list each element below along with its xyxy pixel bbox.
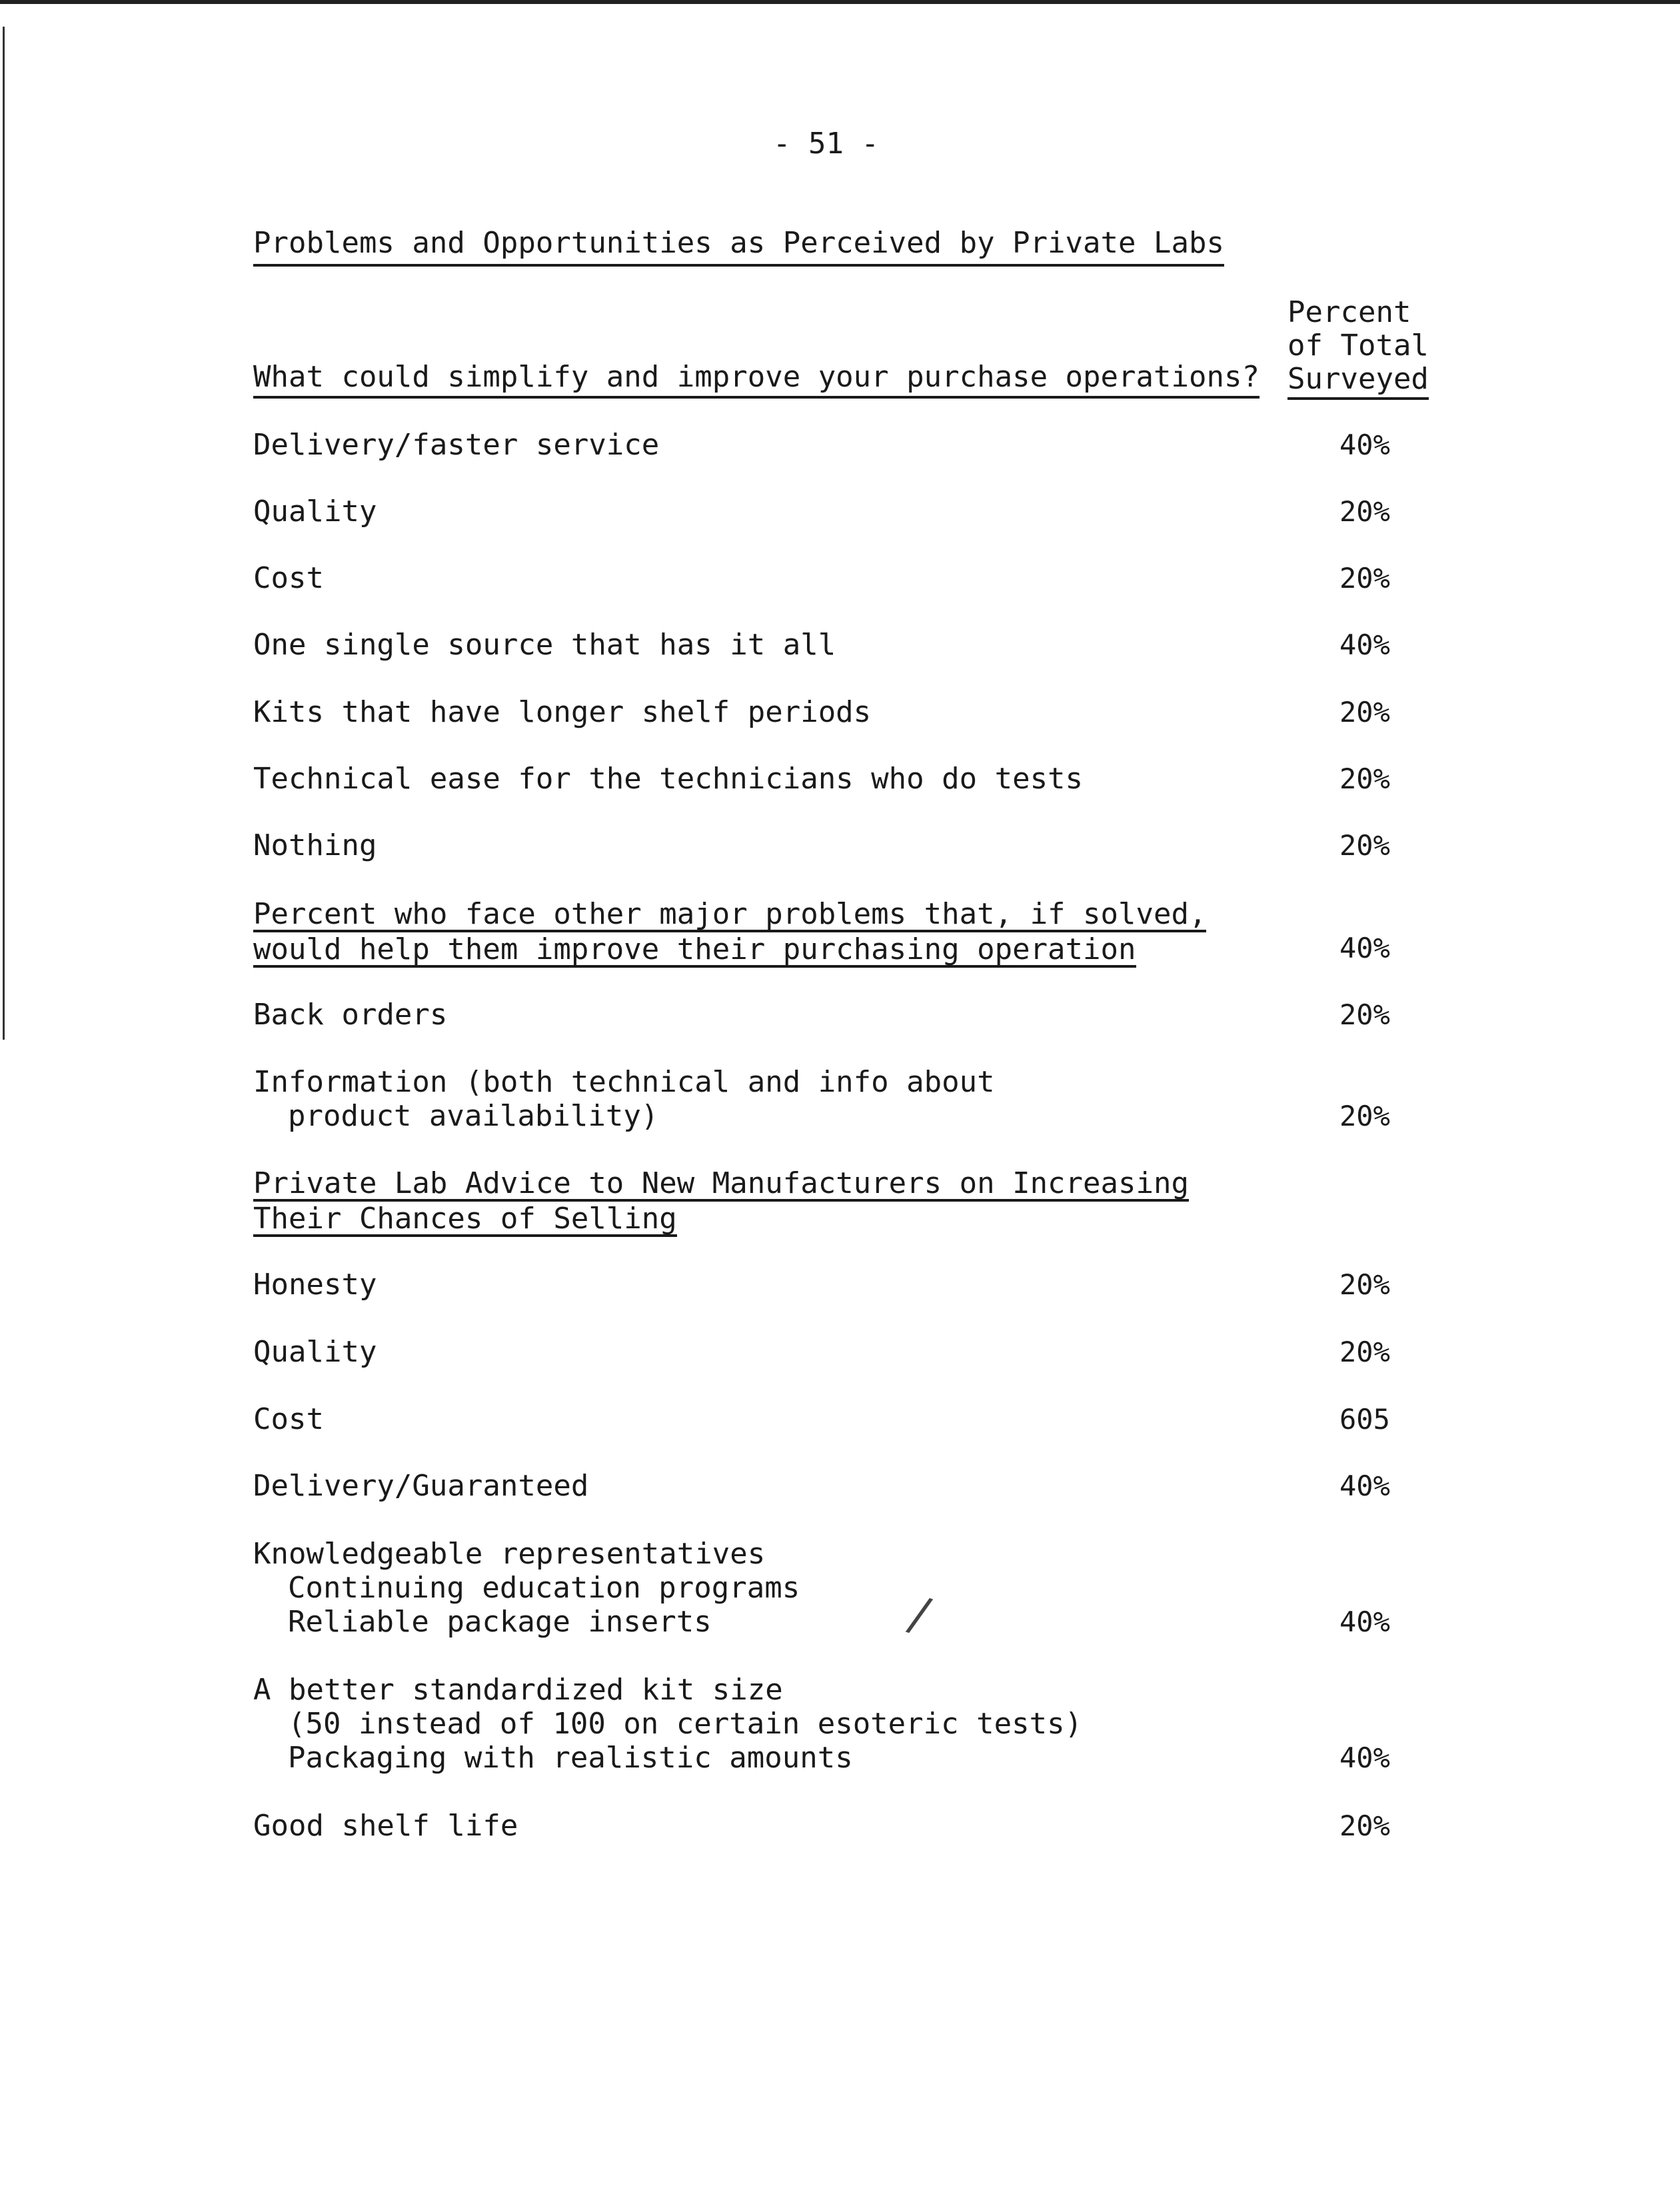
column-header-line-1: Percent bbox=[1287, 295, 1411, 329]
row-label-line-1: Knowledgeable representatives bbox=[253, 1537, 766, 1571]
row-value: 605 bbox=[1339, 1403, 1390, 1436]
row-label-line-1: Information (both technical and info about bbox=[253, 1065, 995, 1099]
row-value: 20% bbox=[1339, 762, 1390, 795]
row-label: Quality bbox=[253, 1335, 377, 1369]
handwritten-mark-icon: / bbox=[903, 1585, 936, 1644]
section2-heading-line-1: Percent who face other major problems that, if solved, bbox=[253, 897, 1207, 931]
row-label-line-2: Continuing education programs bbox=[288, 1571, 800, 1605]
row-value: 40% bbox=[1339, 1741, 1390, 1774]
section2-heading bbox=[253, 897, 1206, 968]
scan-border-top bbox=[0, 0, 1680, 4]
row-value: 20% bbox=[1339, 998, 1390, 1031]
row-label-line-1: A better standardized kit size bbox=[253, 1673, 783, 1707]
document-title: Problems and Opportunities as Perceived by Private Labs bbox=[253, 225, 1224, 267]
row-label-line-3: Packaging with realistic amounts bbox=[288, 1741, 853, 1775]
section1-question: What could simplify and improve your purchase operations? bbox=[253, 360, 1260, 399]
row-value: 20% bbox=[1339, 562, 1390, 594]
row-value: 20% bbox=[1339, 495, 1390, 528]
page-number: - 51 - bbox=[773, 127, 879, 161]
section3-heading bbox=[253, 1166, 1189, 1237]
row-label: Cost bbox=[253, 561, 324, 595]
column-header-line-2: of Total bbox=[1287, 329, 1429, 363]
row-value: 40% bbox=[1339, 1606, 1390, 1638]
row-label: Technical ease for the technicians who do tests bbox=[253, 762, 1084, 796]
row-label: Quality bbox=[253, 495, 377, 529]
section2-heading-value: 40% bbox=[1339, 932, 1390, 964]
section3-heading-line-2: Their Chances of Selling bbox=[253, 1202, 677, 1236]
row-label-line-2: (50 instead of 100 on certain esoteric tests) bbox=[288, 1707, 1083, 1741]
row-label-multiline bbox=[253, 1065, 995, 1133]
row-label: One single source that has it all bbox=[253, 628, 836, 662]
row-value: 20% bbox=[1339, 1809, 1390, 1842]
row-label: Back orders bbox=[253, 998, 448, 1032]
row-value: 40% bbox=[1339, 429, 1390, 461]
column-header-line-3: Surveyed bbox=[1287, 363, 1429, 400]
scan-border-left bbox=[3, 27, 5, 1040]
section2-heading-line-2: would help them improve their purchasing operation bbox=[253, 932, 1136, 966]
row-value: 20% bbox=[1339, 1336, 1390, 1368]
row-label: Nothing bbox=[253, 828, 377, 862]
row-label-line-2: product availability) bbox=[288, 1099, 659, 1133]
section3-heading-line-1: Private Lab Advice to New Manufacturers on Increasing bbox=[253, 1166, 1189, 1200]
row-label-multiline bbox=[253, 1537, 800, 1639]
row-label: Honesty bbox=[253, 1268, 377, 1302]
row-value: 40% bbox=[1339, 1470, 1390, 1502]
row-label: Kits that have longer shelf periods bbox=[253, 695, 872, 729]
row-label: Delivery/Guaranteed bbox=[253, 1469, 589, 1503]
row-label: Cost bbox=[253, 1402, 324, 1436]
row-value: 20% bbox=[1339, 1268, 1390, 1301]
row-label-multiline bbox=[253, 1673, 1082, 1775]
row-value: 20% bbox=[1339, 696, 1390, 728]
row-value: 40% bbox=[1339, 628, 1390, 661]
row-label-line-3: Reliable package inserts bbox=[288, 1605, 712, 1639]
row-label: Delivery/faster service bbox=[253, 428, 660, 462]
row-label: Good shelf life bbox=[253, 1809, 518, 1843]
column-header bbox=[1287, 296, 1429, 400]
row-value: 20% bbox=[1339, 1100, 1390, 1132]
row-value: 20% bbox=[1339, 829, 1390, 862]
